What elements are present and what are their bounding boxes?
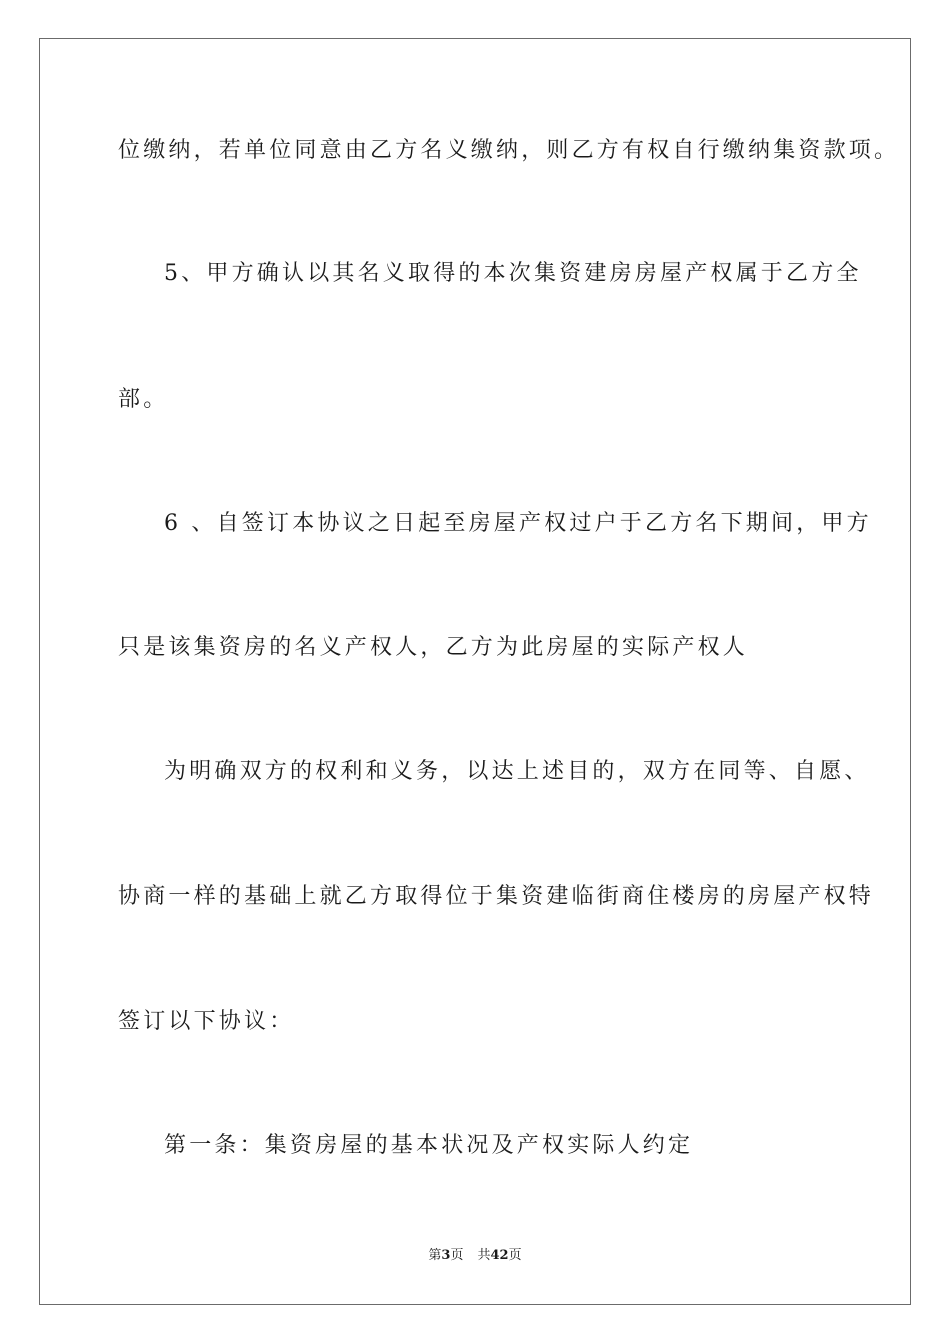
page-footer xyxy=(0,1247,950,1265)
paragraph-line-6: 为明确双方的权利和义务，以达上述目的，双方在同等、自愿、 xyxy=(164,759,870,784)
current-page-number: 3 xyxy=(441,1248,451,1263)
article-heading: 第一条：集资房屋的基本状况及产权实际人约定 xyxy=(164,1133,694,1158)
page-prefix: 第 xyxy=(428,1248,442,1263)
paragraph-line-2: 5、甲方确认以其名义取得的本次集资建房房屋产权属于乙方全 xyxy=(164,261,862,286)
total-prefix: 共 xyxy=(477,1248,491,1263)
page-suffix: 页 xyxy=(450,1248,464,1263)
paragraph-line-7: 协商一样的基础上就乙方取得位于集资建临街商住楼房的房屋产权特 xyxy=(118,884,875,909)
total-pages-number: 42 xyxy=(490,1248,509,1263)
page-border xyxy=(39,38,911,1305)
paragraph-line-8: 签订以下协议： xyxy=(118,1009,295,1034)
paragraph-line-3: 部。 xyxy=(118,387,169,412)
paragraph-line-4: 6 、自签订本协议之日起至房屋产权过户于乙方名下期间，甲方 xyxy=(164,511,872,536)
paragraph-line-5: 只是该集资房的名义产权人，乙方为此房屋的实际产权人 xyxy=(118,635,749,660)
total-suffix: 页 xyxy=(508,1248,522,1263)
paragraph-line-1: 位缴纳，若单位同意由乙方名义缴纳，则乙方有权自行缴纳集资款项。 xyxy=(118,138,900,163)
